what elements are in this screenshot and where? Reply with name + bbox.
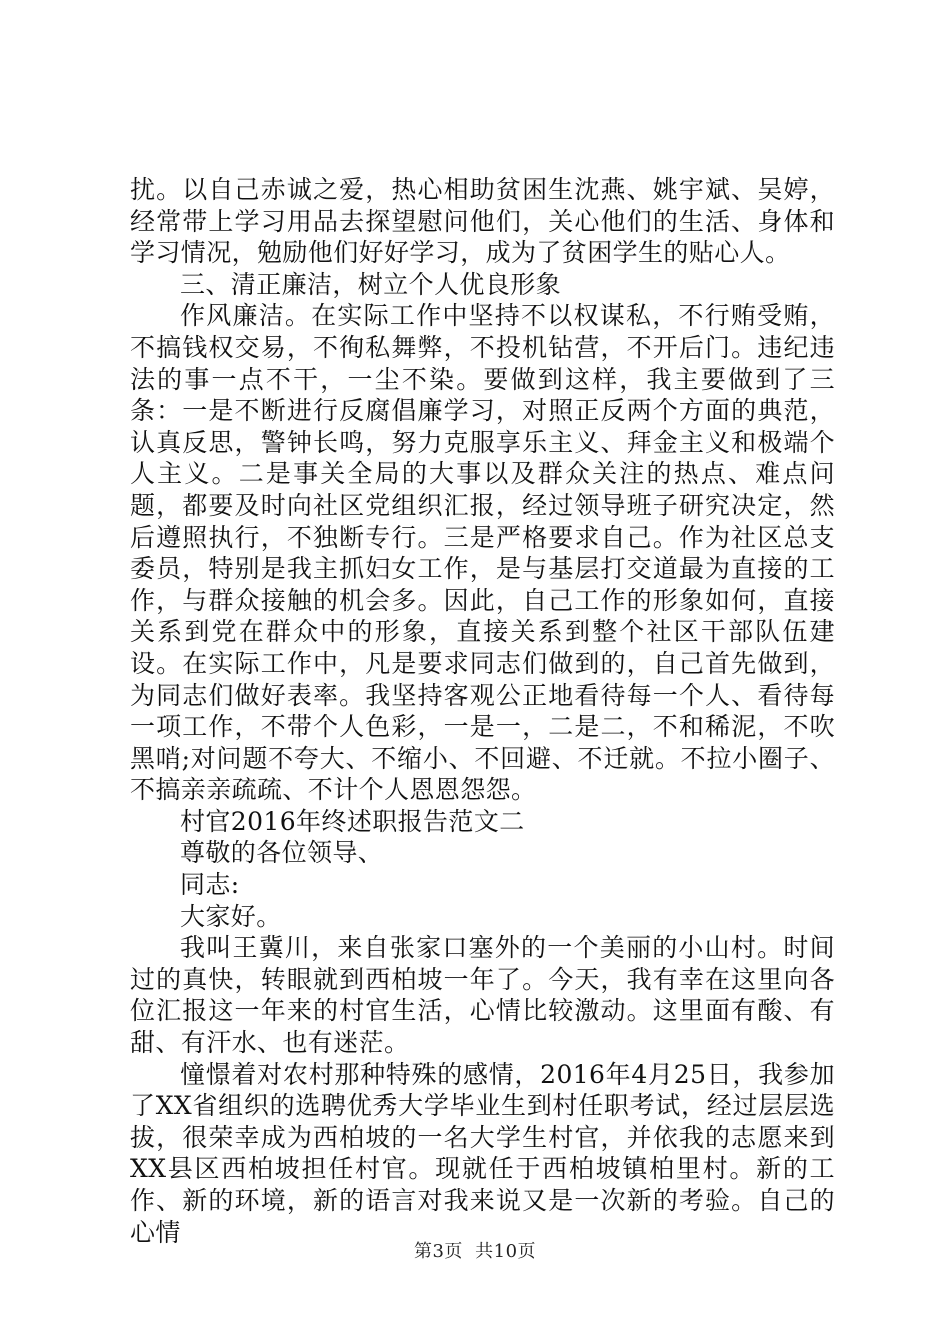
section-heading: 三、清正廉洁，树立个人优良形象 bbox=[180, 269, 562, 299]
page-total: 共10页 bbox=[475, 1241, 537, 1262]
paragraph: 憧憬着对农村那种特殊的感情，2016年4月25日，我参加了XX省组织的选聘优秀大学毕业生到村任职考试，经过层层选拔，很荣幸成为西柏坡的一名大学生村官，并依我的志愿来到XX县区西柏坡担任村官。现就任于西柏坡镇柏里村。新的工作、新的环境，新的语言对我来说又是一次新的考验。自己的心情 bbox=[130, 1059, 835, 1247]
paragraph: 我叫王冀川，来自张家口塞外的一个美丽的小山村。时间过的真快，转眼就到西柏坡一年了。今天，我有幸在这里向各位汇报这一年来的村官生活，心情比较激动。这里面有酸、有甜、有汗水、也有迷茫。 bbox=[130, 933, 835, 1058]
greeting: 大家好。 bbox=[180, 901, 282, 931]
salutation: 尊敬的各位领导、 bbox=[180, 838, 384, 868]
document-body bbox=[130, 174, 835, 1248]
salutation: 同志: bbox=[180, 870, 240, 900]
document-title: 村官2016年终述职报告范文二 bbox=[180, 806, 525, 836]
paragraph: 作风廉洁。在实际工作中坚持不以权谋私，不行贿受贿，不搞钱权交易，不徇私舞弊，不投机钻营，不开后门。违纪违法的事一点不干，一尘不染。要做到这样，我主要做到了三条：一是不断进行反腐倡廉学习，对照正反两个方面的典范，认真反思，警钟长鸣，努力克服享乐主义、拜金主义和极端个人主义。二是事关全局的大事以及群众关注的热点、难点问题，都要及时向社区党组织汇报，经过领导班子研究决定，然后遵照执行，不独断专行。三是严格要求自己。作为社区总支委员，特别是我主抓妇女工作，是与基层打交道最为直接的工作，与群众接触的机会多。因此，自己工作的形象如何，直接关系到党在群众中的形象，直接关系到整个社区干部队伍建设。在实际工作中，凡是要求同志们做到的，自己首先做到，为同志们做好表率。我坚持客观公正地看待每一个人、看待每一项工作，不带个人色彩，一是一，二是二，不和稀泥，不吹黑哨;对问题不夸大、不缩小、不回避、不迁就。不拉小圈子、不搞亲亲疏疏、不计个人恩恩怨怨。 bbox=[130, 301, 835, 805]
paragraph: 扰。以自己赤诚之爱，热心相助贫困生沈燕、姚宇斌、吴婷，经常带上学习用品去探望慰问他们，关心他们的生活、身体和学习情况，勉励他们好好学习，成为了贫困学生的贴心人。 bbox=[130, 175, 835, 268]
page-footer bbox=[0, 1241, 950, 1263]
page-number: 第3页 bbox=[413, 1241, 463, 1262]
